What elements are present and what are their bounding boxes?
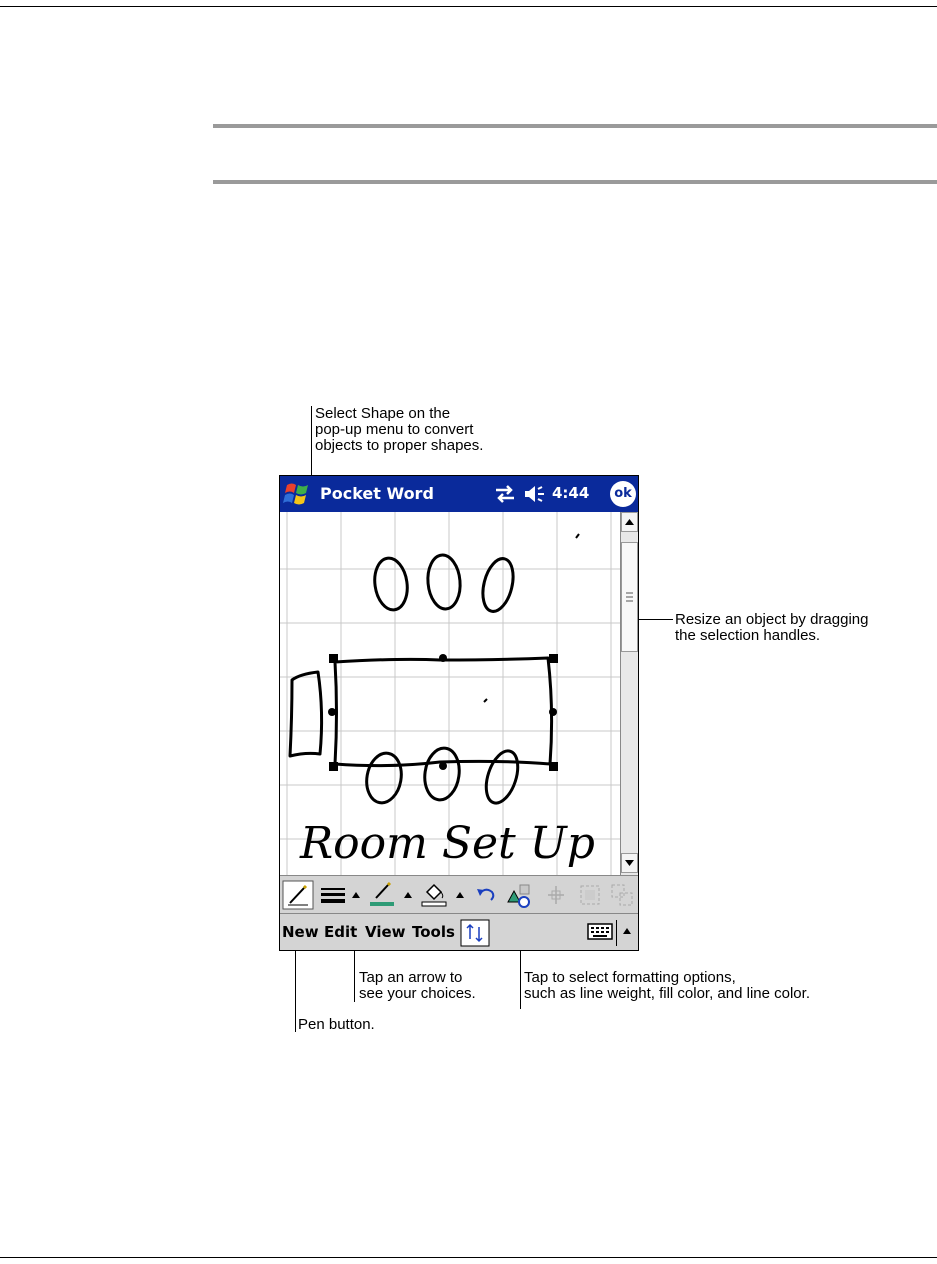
drawing-toolbar [280, 875, 638, 913]
line-color-arrow-icon[interactable] [402, 880, 414, 910]
sketch-circle [372, 556, 411, 612]
menu-item-view[interactable]: View [365, 923, 406, 941]
menu-bar [280, 913, 638, 950]
callout-select-shape: Select Shape on the pop-up menu to convert objects to proper shapes. [315, 405, 484, 454]
sketch-circle [422, 746, 463, 802]
ok-button[interactable]: ok [610, 481, 636, 507]
keyboard-icon[interactable] [587, 922, 615, 942]
top-rule [0, 6, 937, 7]
sync-arrows-icon[interactable] [493, 484, 517, 504]
menu-item-edit[interactable]: Edit [324, 923, 358, 941]
sketch-circle [478, 555, 518, 614]
line-color-icon[interactable] [366, 880, 398, 910]
callout-arrow: Tap an arrow to see your choices. [359, 969, 476, 1002]
format-shapes-icon[interactable] [504, 880, 536, 910]
sketch-circle [363, 750, 405, 805]
ungroup-icon [608, 880, 636, 910]
pocket-word-screen [279, 475, 639, 951]
input-toggle-icon[interactable] [460, 919, 490, 947]
scroll-up-button[interactable] [621, 512, 638, 532]
sketch-circle [426, 554, 463, 611]
pen-icon[interactable] [282, 880, 314, 910]
selection-handles [328, 654, 558, 771]
scroll-thumb[interactable] [621, 542, 638, 652]
sketch-side-rect [290, 672, 322, 756]
line-weight-arrow-icon[interactable] [350, 880, 362, 910]
sip-divider [616, 920, 617, 946]
section-rule-bottom [213, 180, 937, 184]
align-icon [542, 880, 570, 910]
sketch-circle [480, 747, 523, 807]
group-icon [576, 880, 604, 910]
bottom-rule [0, 1257, 937, 1258]
section-rule-top [213, 124, 937, 128]
clock[interactable]: 4:44 [552, 484, 590, 502]
fill-color-icon[interactable] [418, 880, 450, 910]
menu-item-tools[interactable]: Tools [412, 923, 455, 941]
sip-arrow-icon[interactable] [620, 922, 634, 942]
menu-item-new[interactable]: New [282, 923, 319, 941]
drawing-canvas[interactable] [280, 512, 620, 875]
scroll-down-button[interactable] [621, 853, 638, 873]
drawing-grid [280, 512, 620, 875]
title-bar [280, 476, 638, 512]
speaker-icon[interactable] [523, 484, 547, 504]
handwriting-text: Room Set Up [300, 818, 595, 869]
fill-color-arrow-icon[interactable] [454, 880, 466, 910]
windows-flag-icon[interactable] [282, 479, 314, 509]
callout-pen: Pen button. [298, 1016, 375, 1033]
undo-icon[interactable] [472, 880, 500, 910]
callout-format: Tap to select formatting options, such as line weight, fill color, and line color. [524, 969, 810, 1002]
callout-resize: Resize an object by dragging the selection handles. [675, 611, 869, 644]
vertical-scrollbar[interactable] [620, 512, 638, 875]
line-weight-icon[interactable] [318, 880, 348, 910]
app-title: Pocket Word [320, 484, 434, 503]
